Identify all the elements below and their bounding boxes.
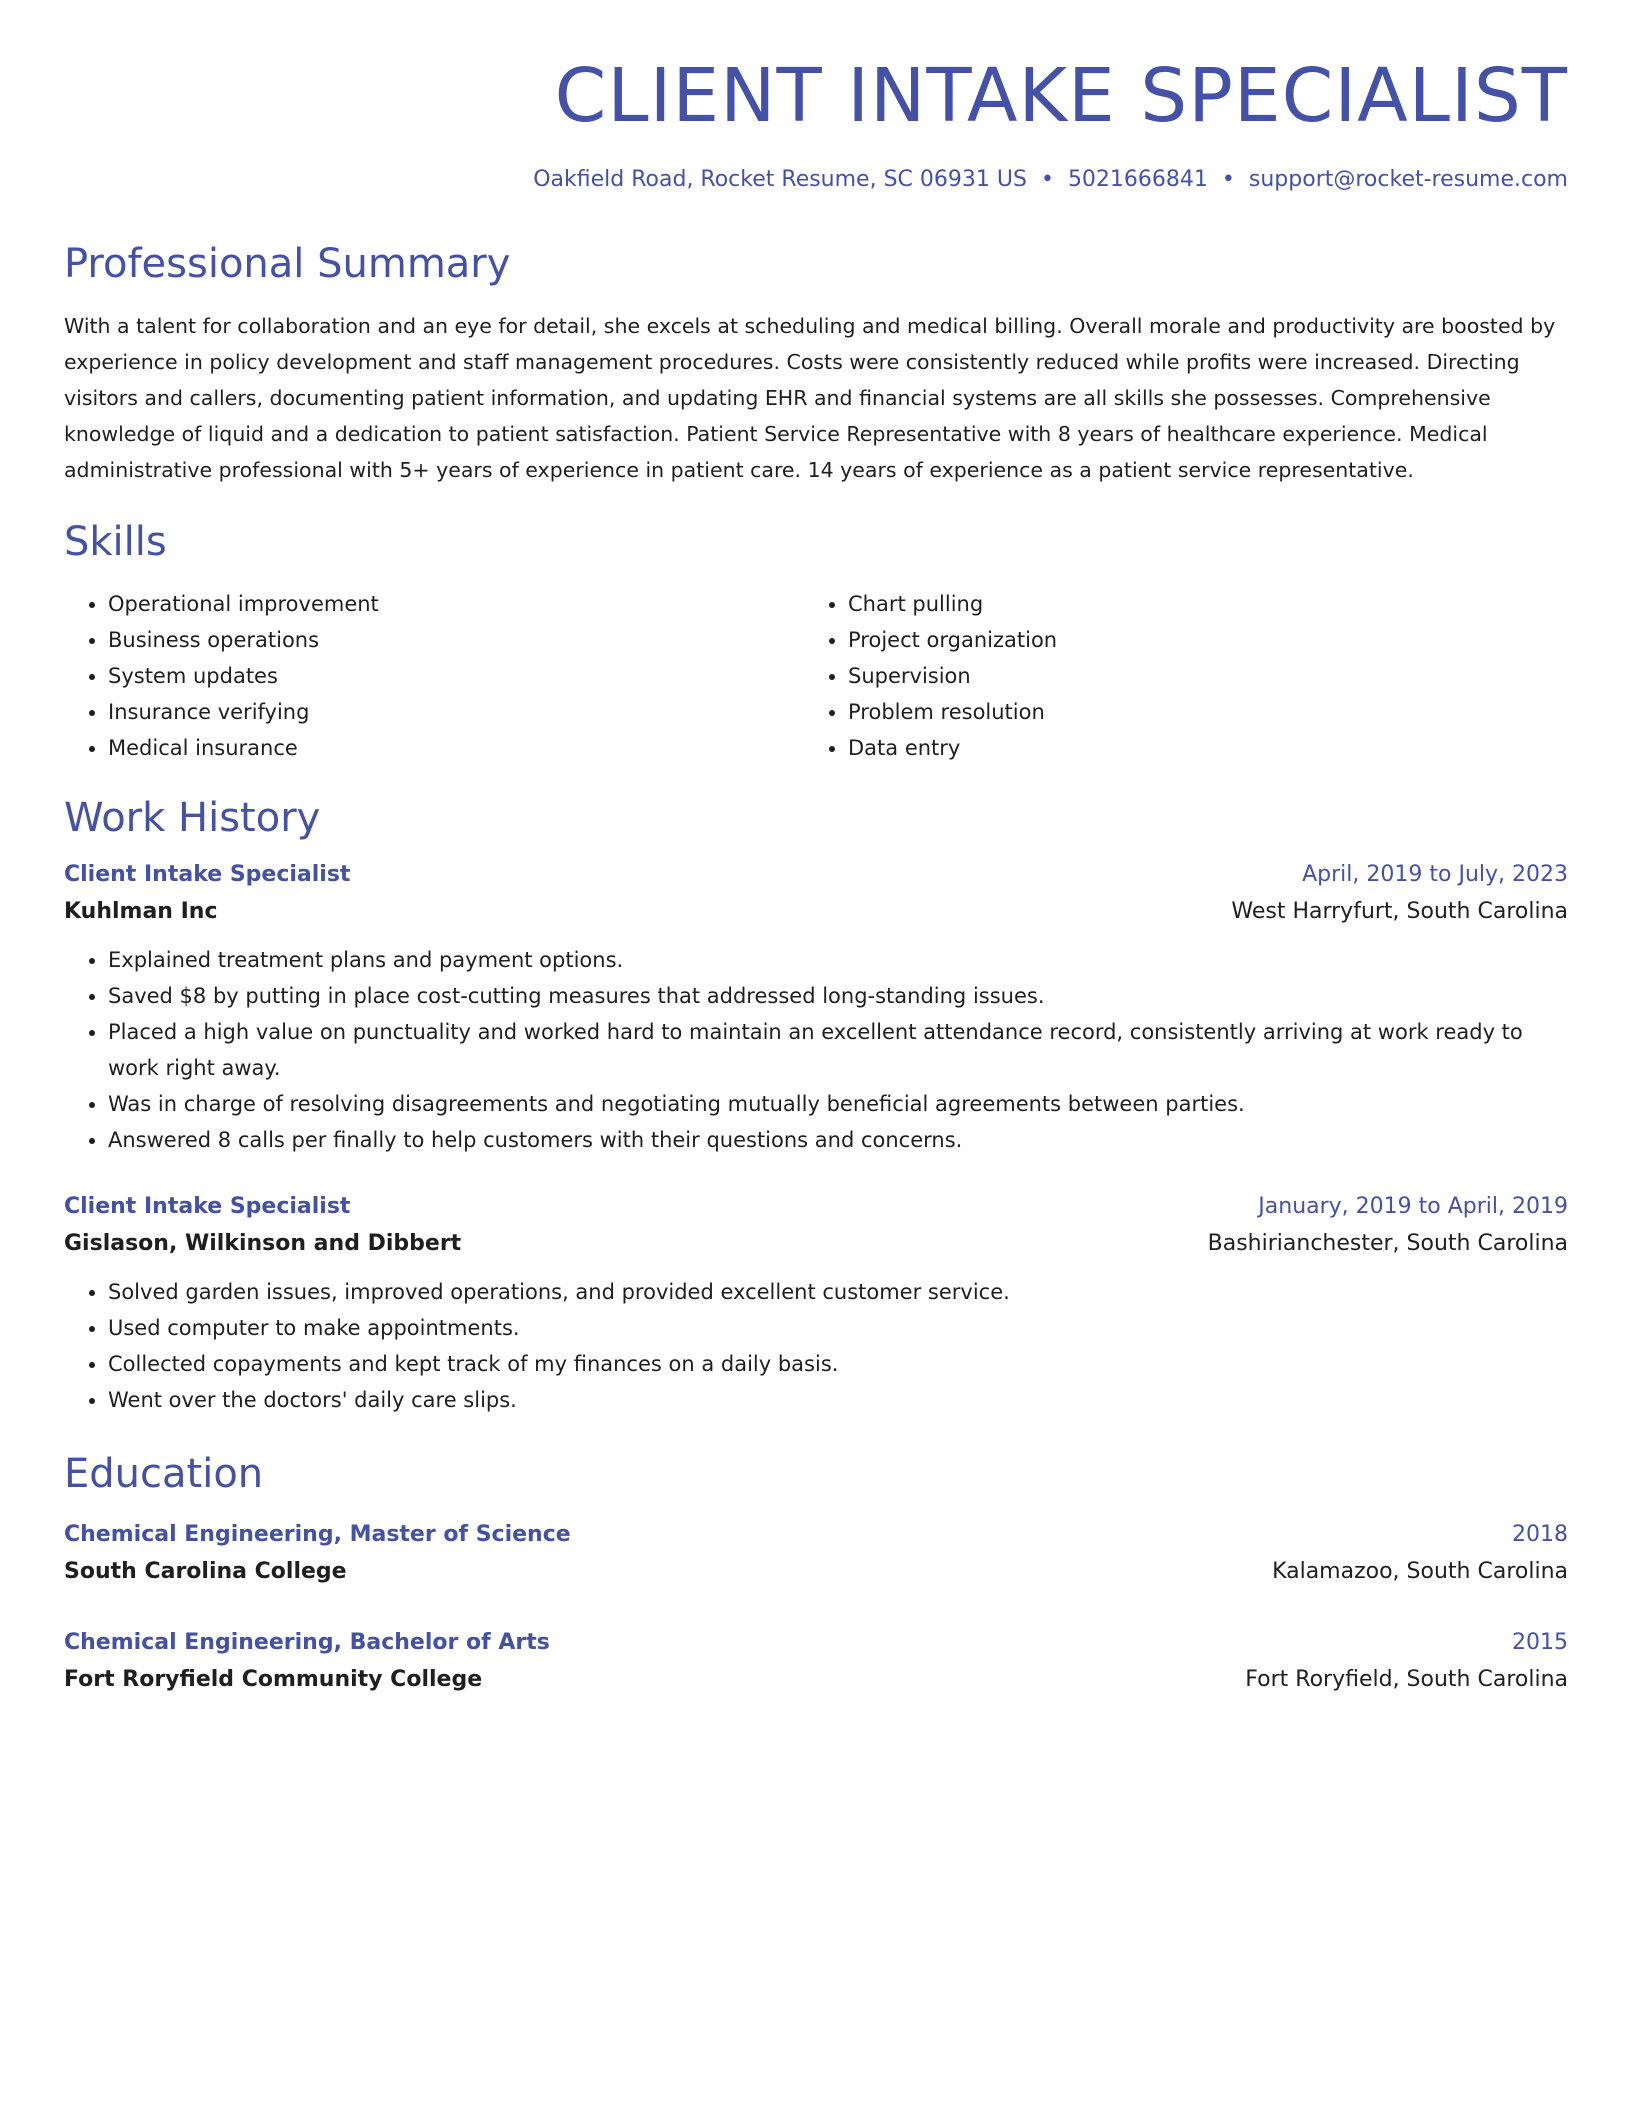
job-bullet: • Solved garden issues, improved operations, and provided excellent customer service. xyxy=(108,1274,1568,1310)
work-history-heading: Work History xyxy=(64,795,321,842)
work-entry-header xyxy=(64,1194,1568,1219)
graduation-year: 2018 xyxy=(1512,1522,1568,1548)
contact-address: Oakfield Road, Rocket Resume, SC 06931 US xyxy=(533,167,1027,193)
job-bullet: • Placed a high value on punctuality and worked hard to maintain an excellent attendance record, consistently arriving at work ready to work right away. xyxy=(108,1014,1568,1086)
work-entry xyxy=(64,1194,1568,1418)
job-location: Bashirianchester, South Carolina xyxy=(1207,1231,1568,1257)
work-entry-header xyxy=(64,862,1568,887)
school-location: Kalamazoo, South Carolina xyxy=(1272,1559,1568,1585)
resume-name: CLIENT INTAKE SPECIALIST xyxy=(554,53,1568,139)
skill-item: • Chart pulling xyxy=(848,586,1544,622)
contact-phone: 5021666841 xyxy=(1067,167,1208,193)
summary-heading: Professional Summary xyxy=(64,241,511,288)
work-entry xyxy=(64,862,1568,1158)
job-title: Client Intake Specialist xyxy=(64,862,351,888)
skill-item: • Medical insurance xyxy=(108,730,804,766)
skill-item: • Project organization xyxy=(848,622,1544,658)
skill-item: • System updates xyxy=(108,658,804,694)
skill-item: • Operational improvement xyxy=(108,586,804,622)
job-location: West Harryfurt, South Carolina xyxy=(1231,899,1568,925)
skills-heading: Skills xyxy=(64,519,167,566)
job-bullet: • Answered 8 calls per finally to help customers with their questions and concerns. xyxy=(108,1122,1568,1158)
work-entry-subheader xyxy=(64,899,1568,924)
skills-column-left xyxy=(64,586,804,766)
job-bullets xyxy=(64,942,1568,1158)
job-bullet: • Saved $8 by putting in place cost-cutting measures that addressed long-standing issues. xyxy=(108,978,1568,1014)
contact-email[interactable]: support@rocket-resume.com xyxy=(1248,167,1568,193)
job-dates: January, 2019 to April, 2019 xyxy=(1258,1194,1568,1220)
degree: Chemical Engineering, Bachelor of Arts xyxy=(64,1630,550,1656)
job-bullet: • Was in charge of resolving disagreements and negotiating mutually beneficial agreements between parties. xyxy=(108,1086,1568,1122)
education-heading: Education xyxy=(64,1451,264,1498)
resume-header xyxy=(64,53,1568,193)
skill-item: • Business operations xyxy=(108,622,804,658)
education-entry-subheader xyxy=(64,1559,1568,1584)
job-bullet: • Explained treatment plans and payment options. xyxy=(108,942,1568,978)
school-name: South Carolina College xyxy=(64,1559,347,1585)
degree: Chemical Engineering, Master of Science xyxy=(64,1522,571,1548)
job-bullet: • Used computer to make appointments. xyxy=(108,1310,1568,1346)
education-entry xyxy=(64,1630,1568,1692)
school-location: Fort Roryfield, South Carolina xyxy=(1245,1667,1568,1693)
school-name: Fort Roryfield Community College xyxy=(64,1667,483,1693)
skill-item: • Data entry xyxy=(848,730,1544,766)
job-dates: April, 2019 to July, 2023 xyxy=(1302,862,1568,888)
education-entry-header xyxy=(64,1630,1568,1655)
education-entry xyxy=(64,1522,1568,1584)
work-entry-subheader xyxy=(64,1231,1568,1256)
skills-list xyxy=(64,586,1568,766)
company-name: Kuhlman Inc xyxy=(64,899,218,925)
job-bullet: • Collected copayments and kept track of my finances on a daily basis. xyxy=(108,1346,1568,1382)
education-entry-header xyxy=(64,1522,1568,1547)
summary-text: With a talent for collaboration and an eye for detail, she excels at scheduling and medical billing. Overall morale and productivity are boosted by experience in policy development and staff management procedures. Costs were consistently reduced while profits were increased. Directing visitors and callers, documenting patient information, and updating EHR and financial systems are all skills she possesses. Comprehensive knowledge of liquid and a dedication to patient satisfaction. Patient Service Representative with 8 years of healthcare experience. Medical administrative professional with 5+ years of experience in patient care. 14 years of experience as a patient service representative. xyxy=(64,314,1556,483)
job-title: Client Intake Specialist xyxy=(64,1194,351,1220)
education-entry-subheader xyxy=(64,1667,1568,1692)
company-name: Gislason, Wilkinson and Dibbert xyxy=(64,1231,462,1257)
skill-item: • Problem resolution xyxy=(848,694,1544,730)
job-bullet: • Went over the doctors' daily care slips. xyxy=(108,1382,1568,1418)
skill-item: • Insurance verifying xyxy=(108,694,804,730)
contact-separator: • xyxy=(1221,167,1235,193)
graduation-year: 2015 xyxy=(1512,1630,1568,1656)
contact-line xyxy=(64,167,1568,192)
skill-item: • Supervision xyxy=(848,658,1544,694)
skills-column-right xyxy=(804,586,1544,766)
contact-separator: • xyxy=(1040,167,1054,193)
job-bullets xyxy=(64,1274,1568,1418)
